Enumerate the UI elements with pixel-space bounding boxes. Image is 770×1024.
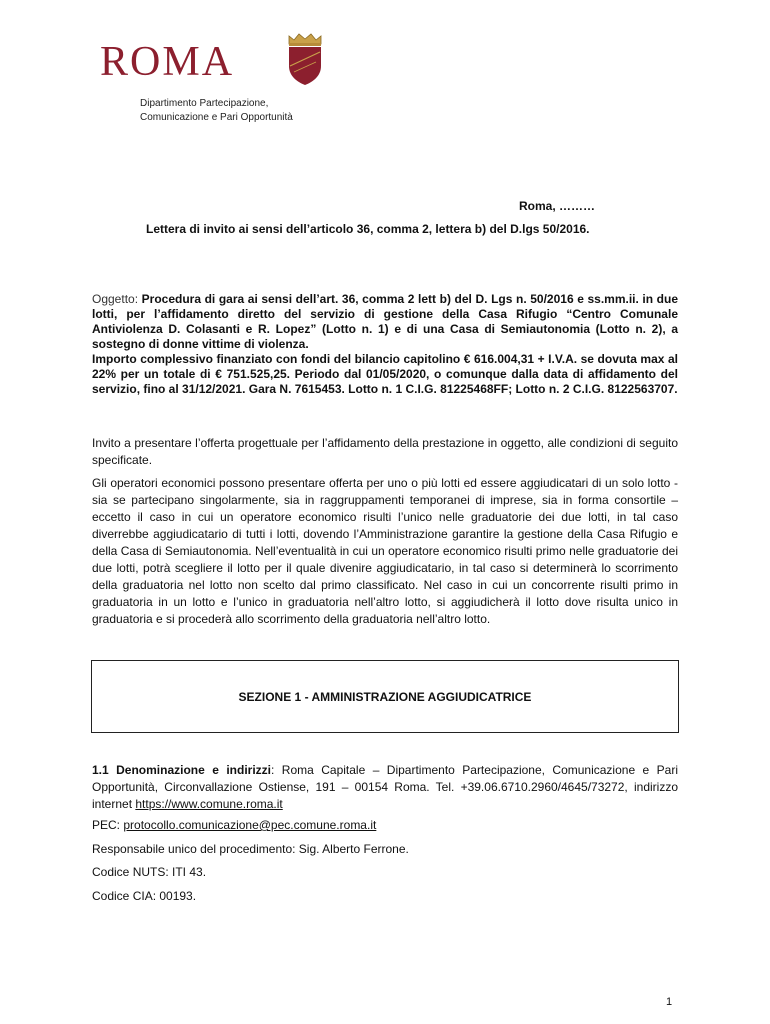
responsabile-line: Responsabile unico del procedimento: Sig. Alberto Ferrone. (92, 842, 409, 856)
page-number: 1 (666, 996, 673, 1008)
oggetto-importo: Importo complessivo finanziato con fondi del bilancio capitolino € 616.004,31 + I.V.A. se dovuta max al 22% per un totale di € 751.525,25. Periodo dal 01/05/2020, o comunque dalla data di affidamento del servizio, fino al 31/12/2021. Gara N. 7615453. Lotto n. 1 C.I.G. 81225468FF; Lotto n. 2 C.I.G. 8122563707. (92, 352, 678, 396)
oggetto-text: Procedura di gara ai sensi dell’art. 36, comma 2 lett b) del D. Lgs n. 50/2016 e ss.mm.ii. in due lotti, per l’affidamento diretto del servizio di gestione della Casa Rifugio “Centro Comunale Antiviolenza D. Colasanti e R. Lopez” (Lotto n. 1) e di una Casa di Semiautonomia (Lotto n. 2), a sostegno di donne vittime di violenza. (92, 292, 679, 351)
denominazione-block (92, 762, 678, 813)
website-link[interactable]: https://www.comune.roma.it (135, 797, 283, 811)
pec-link[interactable]: protocollo.comunicazione@pec.comune.roma.it (123, 818, 377, 832)
cia-line: Codice CIA: 00193. (92, 889, 197, 903)
pec-line (92, 818, 376, 832)
department-name (140, 97, 293, 125)
letter-date: Roma, ……… (519, 199, 596, 213)
oggetto-label: Oggetto (92, 292, 135, 306)
section-1-box (91, 660, 679, 733)
paragraph-invito: Invito a presentare l’offerta progettuale per l’affidamento della prestazione in oggetto, alle condizioni di seguito specificate. (92, 436, 678, 467)
section-1-title: SEZIONE 1 - AMMINISTRAZIONE AGGIUDICATRICE (238, 689, 532, 704)
department-line-2: Comunicazione e Pari Opportunità (140, 112, 293, 123)
letter-title: Lettera di invito ai sensi dell’articolo 36, comma 2, lettera b) del D.lgs 50/2016. (146, 222, 590, 236)
pec-label: PEC: (92, 818, 124, 832)
nuts-line: Codice NUTS: ITI 43. (92, 865, 207, 879)
oggetto-block: Oggetto: Procedura di gara ai sensi dell’art. 36, comma 2 lett b) del D. Lgs n. 50/2016 e ss.mm.ii. in due lotti, per l’affidamento diretto del servizio di gestione della Casa Rifugio “Centro Comunale Antiviolenza D. Colasanti e R. Lopez” (Lotto n. 1) e di una Casa di Semiautonomia (Lotto n. 2), a sostegno di donne vittime di violenza. Importo complessivo finanziato con fondi del bilancio capitolino € 616.004,31 + I.V.A. se dovuta max al 22% per un totale di € 751.525,25. Periodo dal 01/05/2020, o comunque dalla data di affidamento del servizio, fino al 31/12/2021. Gara N. 7615453. Lotto n. 1 C.I.G. 81225468FF; Lotto n. 2 C.I.G. 8122563707. (92, 292, 679, 396)
denominazione-heading: 1.1 Denominazione e indirizzi (92, 763, 272, 777)
department-line-1: Dipartimento Partecipazione, (140, 98, 269, 109)
logo-wordmark: ROMA (100, 39, 235, 85)
paragraph-operatori: Gli operatori economici possono presentare offerta per uno o più lotti ed essere aggiudicatari di un solo lotto - sia se partecipano singolarmente, sia in raggruppamenti temporanei di imprese, sia in forma consortile – eccetto il caso in cui un operatore economico risulti l’unico nelle graduatorie dei due lotti, in tal caso diverrebbe aggiudicatario di tutti i lotti, dovendo l’Amministrazione garantire la gestione della Casa Rifugio e della Casa di Semiautonomia. Nell’eventualità in cui un operatore economico risulti primo nelle graduatorie dei due lotti, potrà scegliere il lotto per il quale divenire aggiudicatario, in tal caso si determinerà lo scorrimento della graduatoria nel lotto non scelto dal primo classificato. Nel caso in cui un concorrente risulti primo in graduatoria in un lotto e l’unico in graduatoria nell’altro lotto, si aggiudicherà il lotto dove risulta unico in graduatoria e si procederà allo scorrimento della graduatoria nell’altro lotto. (92, 476, 678, 626)
denominazione-address: : Roma Capitale – Dipartimento Partecipazione, Comunicazione e Pari Opportunità, Circonvallazione Ostiense, 191 – 00154 Roma. Tel. +39.06.6710.2960/4645/73272, indirizzo internet (92, 763, 679, 811)
roma-crest-icon (283, 32, 327, 86)
